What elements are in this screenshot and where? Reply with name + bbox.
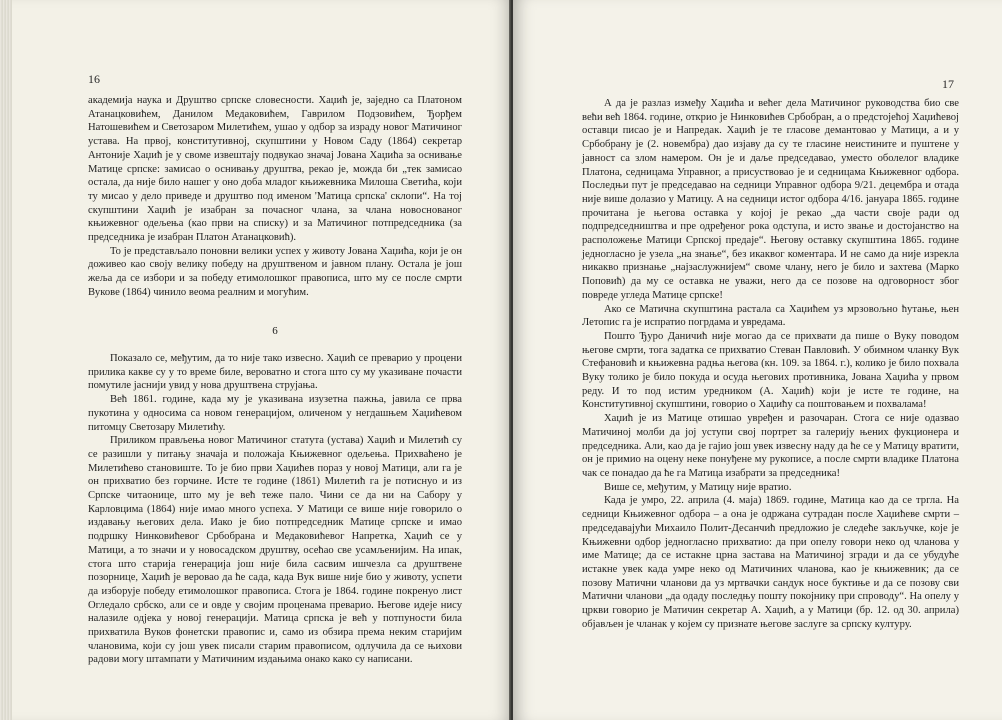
paragraph: То је представљало поновни велики успех у животу Јована Хаџића, који је он доживео као своју велику победу на друштвеном и јавном плану. Остала је још жеља да се избори и за победу етимолошког правописа, што му се после смрти Вукове (1864) чинило веома реалним и могућим. bbox=[88, 245, 462, 298]
left-text-bottom bbox=[88, 352, 462, 667]
paragraph: Показало се, међутим, да то није тако извесно. Хаџић се преварио у процени прилика какве су у то време биле, вероватно и стога што су му указиване почасти помутиле јаснији увид у нова друштвена струјања. bbox=[88, 353, 462, 392]
page-number: 17 bbox=[942, 77, 954, 91]
paragraph: Приликом прављења новог Матичиног статута (устава) Хаџић и Милетић су се разишли у питању значаја и положаја Књижевног одељења. Прихваћено је Милетићево становиште. То је био први Хаџићев пораз у новој Матици, али га је он прихватио без горчине. Исте те године (1861) Милетић га је потиснуо и из Српске читаонице, што му је већ теже пало. Чини се да ни на Сабору у Карловцима (1864) није имао много успеха. У Матици се више није говорило о издавању његових дела. Иако је био потпредседник Матице српске и имао подршку Нинковићевог Србобрана и Медаковићевог Напретка, Хаџић се у Матици, а то значи и у новосадском друштву, осећао све усамљенијим. На ипак, стога што старија генерација још није била сасвим ишчезла са друштвене позорнице, Хаџић је веровао да ће сада, када Вук више није био у животу, успети да изборује победу етимолошког правописа. Стога је 1864. године покренуо лист Огледало србско, али се и овде у својим проценама преварио. Његове идеје нису налазиле одјека у новој генерацији. Матица српска је већ у потпуности била прихватила Вуков фонетски правопис и, само из обзира према неким старијим члановима, који су још увек писали старим правописом, одлучила да се њихови радови могу штампати у Матичиним издањима онако како су написани. bbox=[88, 435, 462, 666]
section-heading-wrap bbox=[88, 325, 462, 339]
paragraph: академија наука и Друштво српске словесности. Хаџић је, заједно са Платоном Атанацковићем, Данилом Медаковићем, Гаврилом Подзовићем, Ђорђем Натошевићем и Светозаром Милетићем, ушао у одбор за израду новог Матичиног устава. На првој, конститутивној, скупштини у Новом Саду (1864) секретар Антоније Хаџић је у своме извештају подвукао значај Јована Хаџића за оснивање Матице српске: замисао о оснивању друштва, рекао је, можда би „тек замисао остала, да није било нашег у оно доба младог књижевника Милоша Светића, који ту мисао у дело приведе и друштво под именом 'Матица српска' склопи“. На тој скупштини Хаџић је изабран за почасног члана, за члана новоснованог књижевног одељења (као први на списку) и за Матичиног потпредседника (за председника је изабран Платон Атанацковић). bbox=[88, 95, 462, 244]
page-number: 16 bbox=[88, 72, 100, 86]
paragraph: А да је разлаз између Хаџића и већег дела Матичиног руководства био све већи већ 1864. године, открио је Нинковићев Србобран, а о предстојећој Хаџићевој оставци писао је и Напредак. Хаџић је те гласове демантовао у Матици, а и у Србобрану је (2. новембра) дао изјаву да су те гласине неистините и пуштене у јавност са злом намером. Он је и даље председавао, уместо оболелог владике Платона, седницама Управног, а присуствовао је и седницама Књижевног одбора. Последњи пут је председавао на седници Управног одбора 9/21. децембра и отада није више долазио у Матицу. А на седници истог одбора 4/16. јануара 1865. године прочитана је његова оставка у којој је рекао „да части своје ради од подпредседништва и пре одређеног рока одступа, и исто звање и достојанство на расположење Матици Српској предаје“. Његову оставку скупштина 1865. године једногласно је узела „на знање“, без икаквог коментара. И не само да није изрекла никакво признање „најзаслужнијем“ своме члану, него је било и захтева (Марко Поповић) да му се оставка не уважи, него да се позове на одговорност због повреде угледа Матице српске! bbox=[582, 98, 959, 301]
right-page bbox=[513, 0, 1002, 720]
paragraph: Већ 1861. године, када му је указивана изузетна пажња, јавила се прва пукотина у односима са новом генерацијом, оличеном у негдашњем Хаџићевом питомцу Светозару Милетићу. bbox=[88, 394, 462, 433]
paragraph: Пошто Ђуро Даничић није могао да се прихвати да пише о Вуку поводом његове смрти, тога задатка се прихватио Стеван Павловић. У обимном чланку Вук Стефановић и књижевна радња његова (кн. 109. за 1864. г.), колико је било похвала Вуку толико је било покуда и осуда његових противника, Јована Хаџића у првом реду. И то под истим уредником (А. Хаџић) који је исте те године, на Конститутивној скупштини, говорио о Хаџићу са поштовањем и похвалама! bbox=[582, 330, 959, 411]
paragraph: Када је умро, 22. априла (4. маја) 1869. године, Матица као да се тргла. На седници Књижевног одбора – а она је одржана сутрадан после Хаџићеве смрти – председавајући Михаило Полит-Десанчић предложио је следеће закључке, које је Књижевни одбор једногласно прихватио: да при опелу говори неко од чланова у име Матице; да се истакне црна застава на Матичиној згради и да се убудуће истакне увек када умре неко од Матичиних чланова, као је књижевник; да се позову Матични чланови да уз мртвачки сандук носе буктиње и да се позову сви Матични чланови „да одаду последњу пошту покојнику при спроводу“. На опелу у цркви говорио је Матичин секретар А. Хаџић, а у Матици (бр. 12. од 30. априла) објављен је чланак у којем су признате његове заслуге за српску културу. bbox=[582, 495, 959, 630]
page-edges bbox=[0, 0, 12, 720]
paragraph: Ако се Матична скупштина растала са Хаџићем уз мрзовољно ћутање, њен Летопис га је испратио погрдама и увредама. bbox=[582, 303, 959, 329]
paragraph: Више се, међутим, у Матицу није вратио. bbox=[604, 481, 792, 493]
left-text-top bbox=[88, 94, 462, 300]
right-text bbox=[582, 97, 959, 631]
section-number: 6 bbox=[272, 325, 278, 337]
paragraph: Хаџић је из Матице отишао увређен и разочаран. Стога се није одазвао Матичиној молби да јој уступи свој портрет за галерију њених фукционера и председника. Али, као да је гајио још увек извесну наду да ће се у Матицу вратити, он је примио на оцену неке понуђене му рукописе, а после смрти владике Платона чак се понадао да ће га Матица изабрати за председника! bbox=[582, 413, 960, 479]
